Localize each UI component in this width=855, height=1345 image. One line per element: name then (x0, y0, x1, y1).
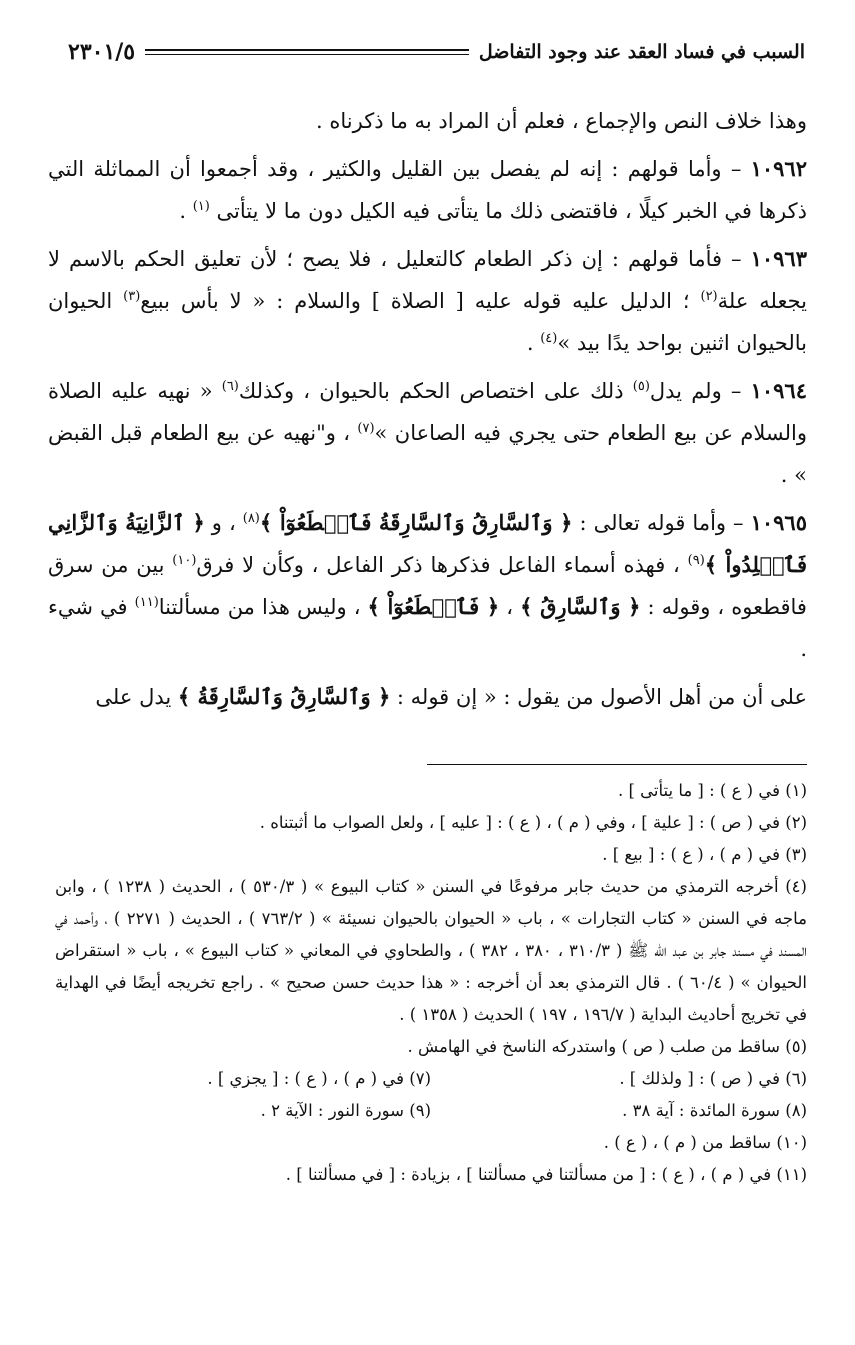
footnote: (٦) في ( ص ) : [ ولذلك ] . (619, 1069, 807, 1088)
footnote-ref: (١) (192, 199, 210, 214)
footnote-ref: (٣) (123, 289, 141, 304)
footnote-row (55, 1095, 807, 1127)
footnote: (٩) سورة النور : الآية ٢ . (260, 1101, 431, 1120)
footnote-separator (427, 764, 807, 765)
quran-verse: ﴿ وَٱلسَّارِقُ ﴾ (520, 594, 641, 619)
main-text (48, 100, 807, 724)
paragraph-number: ١٠٩٦٣ (750, 246, 807, 271)
paragraph-10963: ١٠٩٦٣ – فأما قولهم : إن ذكر الطعام كالتعليل ، فلا يصح ؛ لأن تعليق الحكم بالاسم لا يجعله علة$^{(٢)}$ ؛ الدليل عليه قوله عليه [ الصلاة ] والسلام : « لا بأس ببيع$^{(٣)}$ الحيوان بالحيوان اثنين بواحد يدًا بيد »$^{(٤)}$ . (48, 246, 807, 355)
footnote: (١) في ( ع ) : [ ما يتأتى ] . (617, 781, 807, 800)
quran-verse: ﴿ وَٱلسَّارِقُ وَٱلسَّارِقَةُ فَٱقۡطَعُوٓاْ ﴾ (259, 510, 573, 535)
footnote-ref: (٢) (700, 289, 718, 304)
footnote-ref: (٦) (221, 379, 239, 394)
footnote: (١١) في ( م ) ، ( ع ) : [ من مسألتنا في مسألتنا ] ، بزيادة : [ في مسألتنا ] . (285, 1165, 807, 1184)
quran-verse: ﴿ وَٱلسَّارِقُ وَٱلسَّارِقَةُ ﴾ (177, 684, 391, 709)
paragraph: على أن من أهل الأصول من يقول : « إن قوله : ﴿ وَٱلسَّارِقُ وَٱلسَّارِقَةُ ﴾ يدل على (95, 684, 807, 709)
footnote-ref: (٩) (687, 553, 705, 568)
paragraph-number: ١٠٩٦٥ (750, 510, 807, 535)
footnote-ref: (٤) (540, 331, 558, 346)
paragraph: وهذا خلاف النص والإجماع ، فعلم أن المراد به ما ذكرناه . (316, 109, 807, 133)
footnote: (٢) في ( ص ) : [ علية ] ، وفي ( م ) ، ( ع ) : [ عليه ] ، ولعل الصواب ما أثبتناه . (259, 813, 807, 832)
page-header (68, 30, 805, 74)
footnote-ref: (٧) (357, 421, 375, 436)
footnote-row (55, 1063, 807, 1095)
paragraph-10962: ١٠٩٦٢ – وأما قولهم : إنه لم يفصل بين القليل والكثير ، وقد أجمعوا أن المماثلة التي ذكرها في الخبر كيلًا ، فاقتضى ذلك ما يتأتى فيه الكيل دون ما لا يتأتى $^{(١)}$ . (48, 156, 807, 223)
footnote: (٤) أخرجه الترمذي من حديث جابر مرفوعًا في السنن « كتاب البيوع » ( ٥٣٠/٣ ) ، الحديث ( ١٢٣٨ ) ، وابن ماجه في السنن « كتاب التجارات » ، باب « الحيوان بالحيوان نسيئة » ( ٧٦٣/٢ ) ، الحديث ( ٢٢٧١ ) ، وأحمد في المسند في مسند جابر بن عبد الله ﷺ ( ٣١٠/٣ ، ٣٨٠ ، ٣٨٢ ) ، والطحاوي في المعاني « كتاب البيوع » ، باب « استقراض الحيوان » ( ٦٠/٤ ) . قال الترمذي بعد أن أخرجه : « هذا حديث حسن صحيح » . راجع تخريجه أيضًا في الهداية في تخريج أحاديث البداية ( ١٩٦/٧ ، ١٩٧ ) الحديث ( ١٣٥٨ ) . (55, 877, 807, 1024)
header-rule (145, 49, 469, 55)
footnote-ref: (٨) (242, 511, 260, 526)
footnote-ref: (٥) (632, 379, 650, 394)
footnote: (٥) ساقط من صلب ( ص ) واستدركه الناسخ في الهامش . (407, 1037, 807, 1056)
page-number: ٢٣٠١/٥ (68, 39, 136, 65)
running-title: السبب في فساد العقد عند وجود التفاضل (478, 41, 805, 63)
quran-verse: ﴿ فَٱقۡطَعُوٓاْ ﴾ (367, 594, 500, 619)
footnotes (55, 775, 807, 1191)
quran-verse: ﴿ ٱلزَّانِيَةُ وَٱلزَّانِي فَٱجۡلِدُواْ ﴾ (48, 510, 808, 577)
footnote-ref: (١١) (134, 595, 159, 610)
footnote: (٣) في ( م ) ، ( ع ) : [ بيع ] . (602, 845, 807, 864)
footnote-ref: (١٠) (172, 553, 197, 568)
footnote: (١٠) ساقط من ( م ) ، ( ع ) . (603, 1133, 807, 1152)
paragraph-number: ١٠٩٦٤ (750, 378, 807, 403)
paragraph-10965: ١٠٩٦٥ – وأما قوله تعالى : ﴿ وَٱلسَّارِقُ وَٱلسَّارِقَةُ فَٱقۡطَعُوٓاْ ﴾$^{(٨)}$ ، و ﴿ ٱلزَّانِيَةُ وَٱلزَّانِي فَٱجۡلِدُواْ ﴾$^{(٩)}$ ، فهذه أسماء الفاعل فذكرها ذكر الفاعل ، وكأن لا فرق$^{(١٠)}$ بين من سرق فاقطعوه ، وقوله : ﴿ وَٱلسَّارِقُ ﴾ ، ﴿ فَٱقۡطَعُوٓاْ ﴾ ، وليس هذا من مسألتنا$^{(١١)}$ في شيء . (48, 510, 808, 661)
footnote: (٧) في ( م ) ، ( ع ) : [ يجزي ] . (207, 1069, 431, 1088)
footnote: (٨) سورة المائدة : آية ٣٨ . (622, 1101, 807, 1120)
paragraph-10964: ١٠٩٦٤ – ولم يدل$^{(٥)}$ ذلك على اختصاص الحكم بالحيوان ، وكذلك$^{(٦)}$ « نهيه عليه الصلاة والسلام عن بيع الطعام حتى يجري فيه الصاعان »$^{(٧)}$ ، و"نهيه عن بيع الطعام قبل القبض » . (48, 378, 807, 487)
paragraph-number: ١٠٩٦٢ (750, 156, 807, 181)
